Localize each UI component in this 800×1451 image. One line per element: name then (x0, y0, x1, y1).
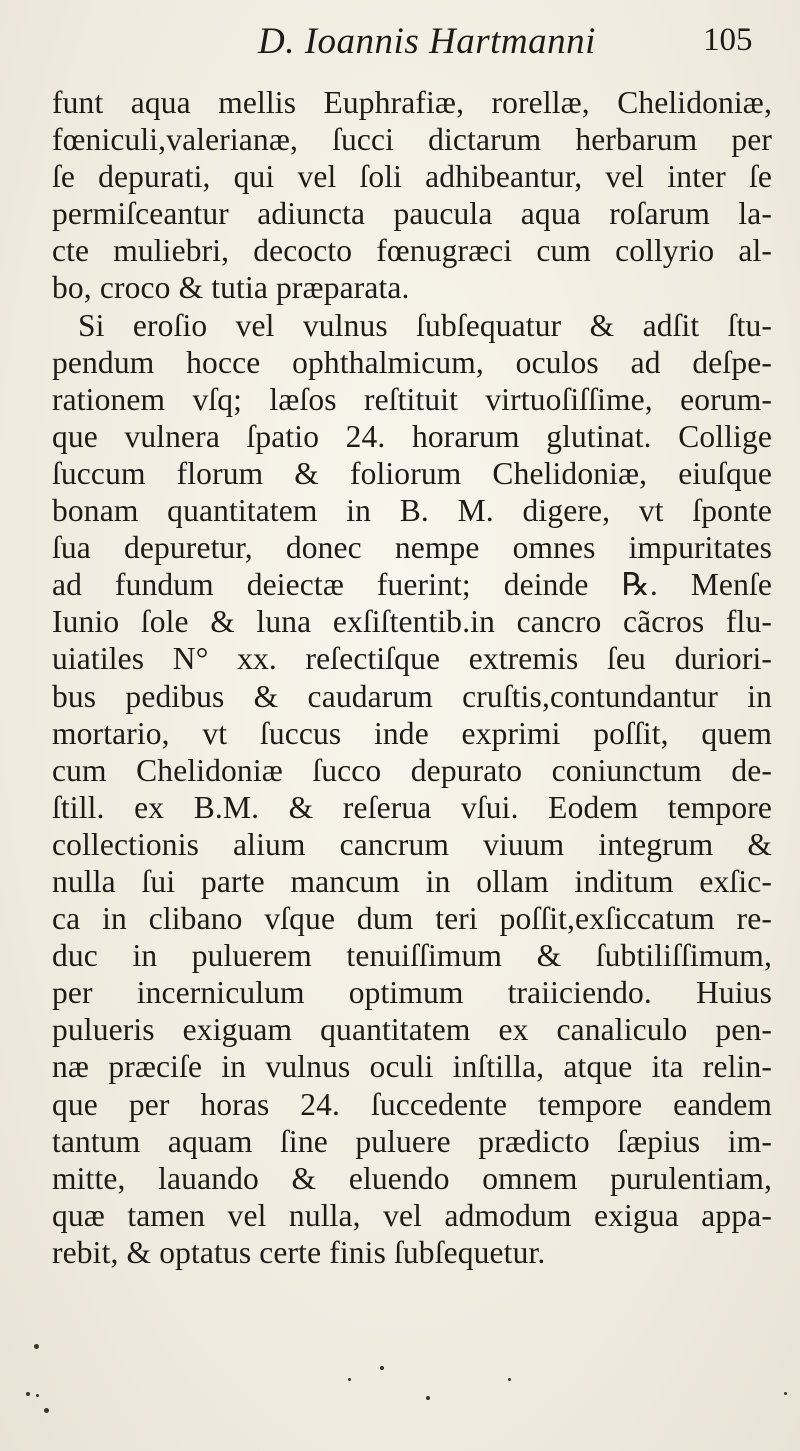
text-line: cte muliebri, decocto fœnugræci cum collyrio al- (52, 233, 772, 269)
text-line-paragraph-start: Si eroſio vel vulnus ſubſequatur & adſit ſtu- (78, 307, 772, 343)
text-line: uiatiles N° xx. reſectiſque extremis ſeu duriori- (52, 641, 772, 677)
text-line: ſe depurati, qui vel ſoli adhibeantur, vel inter ſe (52, 159, 772, 195)
text-line: fœniculi,valerianæ, ſucci dictarum herbarum per (52, 122, 772, 158)
running-head (0, 10, 800, 70)
text-line: tantum aquam ſine puluere prædicto ſæpius im- (52, 1123, 772, 1159)
text-line: mitte, lauando & eluendo omnem purulentiam, (52, 1160, 772, 1196)
text-line: rationem vſq; læſos reſtituit virtuoſiſſime, eorum- (52, 381, 772, 417)
running-title: D. Ioannis Hartmanni (258, 21, 596, 62)
text-line: quæ tamen vel nulla, vel admodum exigua appa- (52, 1197, 772, 1233)
ink-speck (26, 1392, 30, 1396)
text-line: bo, croco & tutia præparata. (52, 270, 410, 306)
text-line: cum Chelidoniæ ſucco depurato coniunctum de- (52, 752, 772, 788)
ink-speck (34, 1344, 39, 1349)
text-line: Iunio ſole & luna exſiſtentib.in cancro cãcros flu- (52, 604, 772, 640)
text-line: que per horas 24. ſuccedente tempore eandem (52, 1086, 772, 1122)
text-line: permiſceantur adiuncta paucula aqua roſarum la- (52, 196, 772, 232)
text-line: nulla ſui parte mancum in ollam inditum exſic- (52, 863, 772, 899)
ink-speck (508, 1378, 511, 1381)
body-text (52, 84, 772, 1271)
ink-speck (784, 1392, 787, 1395)
text-line: næ præciſe in vulnus oculi inſtilla, atque ita relin- (52, 1049, 772, 1085)
page-number: 105 (703, 22, 753, 58)
text-line: bus pedibus & caudarum cruſtis,contundantur in (52, 678, 772, 714)
text-line: pendum hocce ophthalmicum, oculos ad deſpe- (52, 344, 772, 380)
ink-speck (380, 1366, 384, 1370)
text-line: ſtill. ex B.M. & reſerua vſui. Eodem tempore (52, 789, 772, 825)
text-line: funt aqua mellis Euphrafiæ, rorellæ, Chelidoniæ, (52, 85, 772, 120)
text-line: ad fundum deiectæ fuerint; deinde ℞. Menſe (52, 567, 772, 603)
ink-speck (426, 1396, 430, 1400)
ink-speck (348, 1378, 351, 1381)
ink-speck (44, 1408, 49, 1413)
text-line: ca in clibano vſque dum teri poſſit,exſiccatum re- (52, 901, 772, 937)
text-line: que vulnera ſpatio 24. horarum glutinat. Collige (52, 418, 772, 454)
text-line: bonam quantitatem in B. M. digere, vt ſponte (52, 493, 772, 529)
text-line: collectionis alium cancrum viuum integrum & (52, 826, 772, 862)
text-line: per incerniculum optimum traiiciendo. Huius (52, 975, 772, 1011)
text-line: ſuccum florum & foliorum Chelidoniæ, eiuſque (52, 455, 772, 491)
ink-speck (36, 1394, 39, 1397)
text-line: pulueris exiguam quantitatem ex canaliculo pen- (52, 1012, 772, 1048)
text-line: duc in puluerem tenuiſſimum & ſubtiliſſimum, (52, 938, 772, 974)
text-line: rebit, & optatus certe finis ſubſequetur. (52, 1234, 546, 1270)
paper-specks (0, 1330, 800, 1440)
text-line: mortario, vt ſuccus inde exprimi poſſit, quem (52, 715, 772, 751)
text-line: ſua depuretur, donec nempe omnes impuritates (52, 530, 772, 566)
